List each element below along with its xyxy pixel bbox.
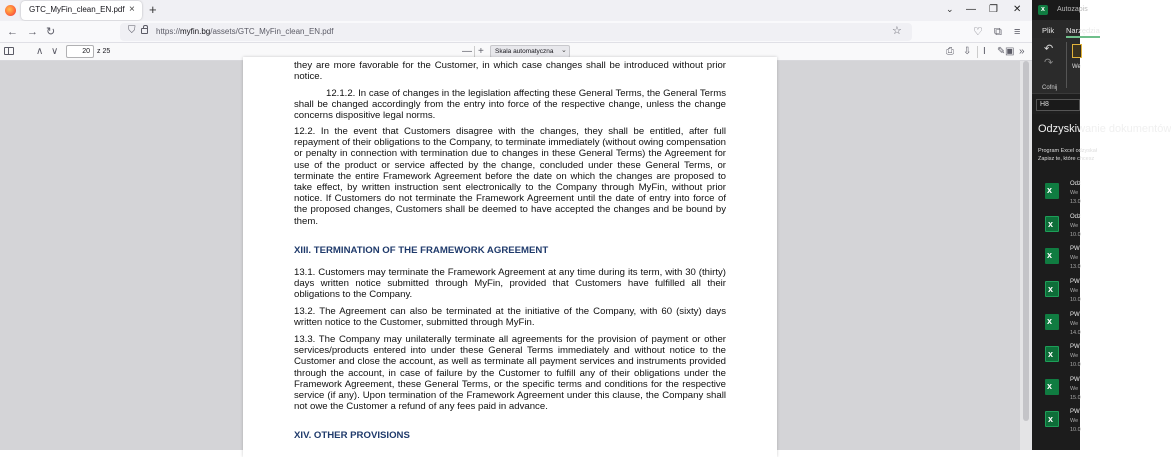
ribbon-separator — [1066, 42, 1067, 88]
recovery-line-1: Program Excel odzyskał — [1038, 148, 1097, 154]
zoom-label: Skala automatyczna — [495, 48, 554, 55]
recovered-file-item[interactable] — [1032, 311, 1080, 344]
excel-file-icon — [1045, 248, 1059, 264]
previous-page-button[interactable]: ∧ — [36, 46, 44, 57]
pdf-viewer[interactable] — [0, 61, 1032, 450]
tab-pdf[interactable] — [21, 1, 142, 20]
file-name: PW — [1070, 279, 1080, 285]
page-count: z 25 — [97, 48, 111, 55]
zoom-out-button[interactable]: — — [462, 46, 472, 57]
excel-file-icon — [1045, 379, 1059, 395]
recovery-line-2: Zapisz te, które chcesz — [1038, 156, 1095, 162]
file-name: Odz — [1070, 214, 1082, 220]
file-location: We — [1070, 223, 1079, 229]
excel-title-bar — [1032, 0, 1088, 20]
tab-title: GTC_MyFin_clean_EN.pdf — [29, 5, 125, 14]
excel-window — [1032, 0, 1171, 450]
text-tool-icon[interactable]: I — [983, 46, 986, 57]
recovered-file-item[interactable] — [1032, 343, 1080, 376]
file-location: We — [1070, 288, 1079, 294]
excel-file-icon — [1045, 216, 1059, 232]
print-icon[interactable]: ⎙ — [946, 46, 954, 57]
forward-button[interactable]: → — [27, 26, 38, 38]
new-tab-button[interactable]: + — [149, 2, 157, 17]
reload-button[interactable]: ↻ — [46, 26, 56, 38]
recovery-description — [1038, 147, 1097, 163]
ribbon-tabs — [1032, 20, 1100, 38]
draw-tool-icon[interactable]: ✎ — [997, 46, 1006, 57]
file-location: We — [1070, 321, 1079, 327]
more-tools-icon[interactable]: » — [1019, 46, 1025, 57]
tab-bar — [0, 0, 1032, 21]
navigation-bar — [0, 21, 1032, 43]
tab-list-icon[interactable]: ⌄ — [946, 4, 954, 14]
url-path: /assets/GTC_MyFin_clean_EN.pdf — [210, 27, 334, 36]
tab-tools[interactable]: Narzędzia — [1066, 26, 1100, 38]
paragraph-13-3: 13.3. The Company may unilaterally terminate all agreements for the provision of payment or other services/products entered into under these General Terms immediately and without notice to the Customer and close the account, as well as terminate all payment services and instruments provided through the account, in case of failure by the Customer to fulfill any of their obligations under the Framework Agreement, these General Terms, or the specific terms and conditions for the respective service (if any). Upon termination of the Framework Agreement under this clause, the Company shall not owe the Customer a refund of any fees paid in advance. — [294, 334, 726, 413]
tab-file[interactable]: Plik — [1042, 26, 1055, 35]
file-date: 14.0 — [1070, 330, 1081, 336]
recovered-file-item[interactable] — [1032, 213, 1080, 246]
ribbon-tile-label: We — [1072, 64, 1081, 70]
excel-file-icon — [1045, 314, 1059, 330]
chevron-down-icon: ⌄ — [561, 47, 567, 54]
undo-label: Cofnij — [1042, 85, 1058, 91]
file-date: 10.0 — [1070, 297, 1081, 303]
close-tab-icon[interactable]: × — [129, 4, 135, 15]
recovered-file-item[interactable] — [1032, 376, 1080, 409]
save-icon[interactable]: ⇩ — [963, 46, 972, 57]
excel-file-icon — [1045, 411, 1059, 427]
excel-file-icon — [1045, 281, 1059, 297]
autosave-label[interactable]: Autozapis — [1057, 6, 1088, 13]
file-date: 10.0 — [1070, 362, 1081, 368]
recovery-title: Odzyskiwanie dokumentów — [1038, 123, 1171, 135]
pocket-icon[interactable]: ♡ — [973, 26, 983, 38]
url-host: myfin.bg — [180, 27, 211, 36]
close-window-button[interactable]: ✕ — [1013, 4, 1022, 15]
file-date: 10.0 — [1070, 232, 1081, 238]
redo-icon[interactable]: ↷ — [1044, 57, 1054, 69]
url-text[interactable] — [156, 27, 333, 36]
page-number-input[interactable] — [66, 45, 94, 58]
next-page-button[interactable]: ∨ — [51, 46, 59, 57]
app-menu-button[interactable]: ≡ — [1014, 26, 1021, 38]
file-name: PW — [1070, 246, 1080, 252]
heading-xiv: XIV. OTHER PROVISIONS — [294, 430, 410, 441]
heading-xiii: XIII. TERMINATION OF THE FRAMEWORK AGREEMENT — [294, 245, 549, 256]
recovered-file-item[interactable] — [1032, 408, 1080, 441]
pdf-page — [243, 57, 777, 457]
image-tool-icon[interactable]: ▣ — [1005, 46, 1015, 57]
file-date: 10.0 — [1070, 427, 1081, 433]
file-name: PW — [1070, 312, 1080, 318]
undo-icon[interactable]: ↶ — [1044, 43, 1054, 55]
file-name: PW — [1070, 409, 1080, 415]
paragraph-13-1: 13.1. Customers may terminate the Framework Agreement at any time during its term, with 30 (thirty) days written notice submitted through MyFin, provided that Customers have fulfilled all their obligations to the Company. — [294, 267, 726, 301]
recovered-file-item[interactable] — [1032, 245, 1080, 278]
paragraph-top-fragment: they are more favorable for the Customer, in which case changes shall be introduced without prior notice. — [294, 60, 726, 83]
toolbar-separator — [977, 46, 978, 58]
bookmark-star-icon[interactable]: ☆ — [892, 25, 902, 37]
firefox-logo-icon — [5, 5, 16, 16]
recovered-file-item[interactable] — [1032, 180, 1080, 213]
file-location: We — [1070, 190, 1079, 196]
paragraph-12-2: 12.2. In the event that Customers disagree with the changes, they shall be entitled, after full repayment of their obligations to the Company, to terminate immediately (without owing compensation or penalty in connection with termination due to changes in these General Terms) the Agreement for use of the product or service affected by the change, concluded under these General Terms, or terminate the entire Framework Agreement before the date on which the changes are proposed to take effect, by written instruction sent electronically to the Company through MyFin, without prior notice. If Customers do not terminate the Framework Agreement until the date of entry into force of the proposed changes, Customers shall be deemed to have accepted the changes and be bound by them. — [294, 126, 726, 227]
minimize-button[interactable]: — — [966, 4, 976, 15]
file-name: PW — [1070, 344, 1080, 350]
file-name: PW — [1070, 377, 1080, 383]
tracking-shield-icon[interactable]: ⛉ — [128, 25, 136, 36]
name-box-value: H8 — [1040, 101, 1049, 108]
excel-file-icon — [1045, 346, 1059, 362]
document-recovery-pane — [1032, 114, 1171, 450]
zoom-in-button[interactable]: + — [478, 46, 484, 57]
file-location: We — [1070, 353, 1079, 359]
ribbon-tile-icon[interactable] — [1072, 44, 1082, 58]
file-date: 13.0 — [1070, 264, 1081, 270]
extensions-icon[interactable]: ⧉ — [994, 26, 1002, 38]
file-date: 13.0 — [1070, 199, 1081, 205]
excel-file-icon — [1045, 183, 1059, 199]
excel-logo-icon: x — [1038, 5, 1048, 15]
scrollbar-thumb[interactable] — [1023, 61, 1029, 421]
sidebar-toggle-icon[interactable] — [4, 47, 14, 55]
file-date: 15.0 — [1070, 395, 1081, 401]
paragraph-13-2: 13.2. The Agreement can also be terminated at the initiative of the Company, with 60 (sixty) days written notice to the Customer, submitted through MyFin. — [294, 306, 726, 329]
recovered-file-item[interactable] — [1032, 278, 1080, 311]
back-button[interactable]: ← — [7, 26, 18, 38]
maximize-button[interactable]: ❐ — [989, 4, 998, 15]
name-box[interactable] — [1036, 99, 1080, 111]
url-bar[interactable] — [120, 23, 912, 41]
ribbon — [1032, 38, 1080, 94]
file-location: We — [1070, 255, 1079, 261]
file-location: We — [1070, 386, 1079, 392]
file-name: Odz — [1070, 181, 1082, 187]
paragraph-12-1-2: 12.1.2. In case of changes in the legislation affecting these General Terms, the General Terms shall be changed accordingly from the entry into force of the respective change, unless the change concerns dispositive legal norms. — [294, 88, 726, 122]
viewer-scrollbar[interactable] — [1020, 61, 1032, 450]
url-prefix: https:// — [156, 27, 181, 36]
file-location: We — [1070, 418, 1079, 424]
lock-icon[interactable] — [141, 28, 148, 34]
